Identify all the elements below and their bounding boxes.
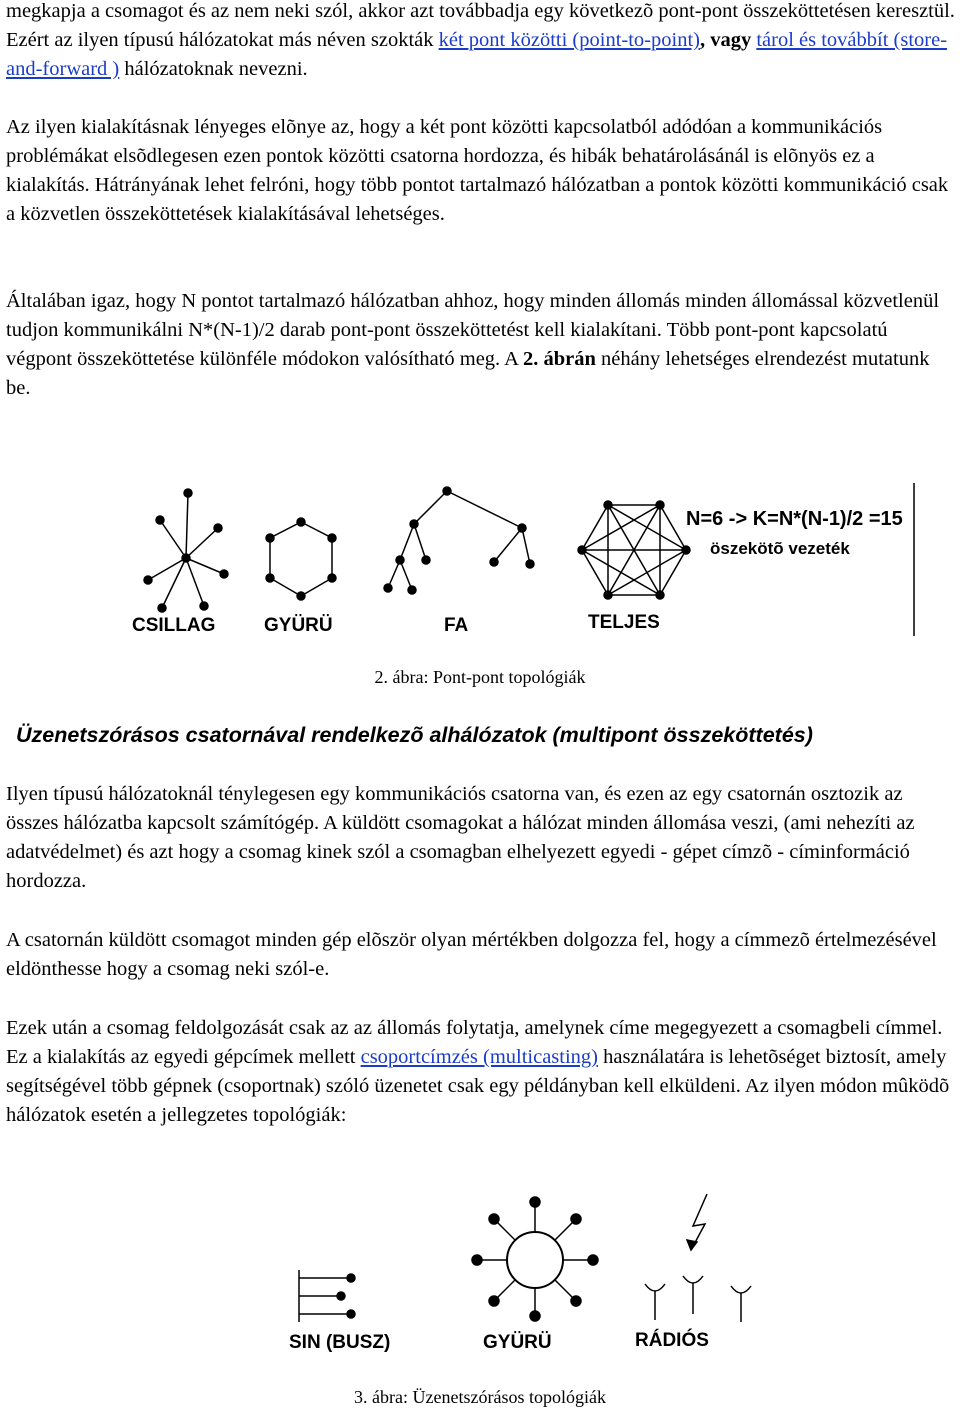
paragraph-text: megkapja a csomagot és az nem neki szól, akkor azt továbbadja egy következõ pont-pont összeköttetésen keresztül. Ezért az ilyen típusú hálózatokat más néven szokták [6,0,955,51]
complete-node [656,591,664,599]
figure-3-caption: 3. ábra: Üzenetszórásos topológiák [354,1387,606,1407]
label-radio: RÁDIÓS [635,1330,709,1351]
figure-3-drawing [285,1188,761,1360]
complete-node [656,501,664,509]
figure-2-caption: 2. ábra: Pont-pont topológiák [374,667,586,687]
ring-topology-diagram [266,518,336,600]
formula-text: N=6 -> K=N*(N-1)/2 =15 [686,508,903,530]
label-tree: FA [444,615,469,636]
complete-node [604,501,612,509]
figure-point-to-point-topologies [120,478,920,648]
figure-reference: 2. ábrán [522,348,596,370]
complete-node [604,591,612,599]
star-topology-diagram [144,489,228,612]
section-heading: Üzenetszórásos csatornával rendelkezõ alhálózatok (multipont összeköttetés) [16,723,813,747]
paragraph-advantages: Az ilyen kialakításnak lényeges elõnye az, hogy a két pont közötti kapcsolatból adódóan a kommunikációs problémákat elsõdlegesen ezen pontok közötti csatorna hordozza, és hibák behatárolásánál is elõnyös ez a kialakítás. Hátrányának lehet felróni, hogy több pontot tartalmazó hálózatban a pontok közötti kommunikáció csak a közvetlen összeköttetések kialakításával lehetséges. [6,116,949,225]
link-point-to-point[interactable]: két pont közötti (point-to-point) [438,29,700,51]
figure-broadcast-topologies [285,1188,761,1360]
label-complete: TELJES [588,612,660,633]
formula-subtext: öszekötõ vezeték [710,539,850,558]
label-broadcast-ring: GYÜRÜ [483,1332,552,1353]
paragraph-n-points [6,287,958,403]
bus-topology-diagram [299,1270,355,1322]
label-ring: GYÜRÜ [264,615,333,636]
label-star: CSILLAG [132,615,216,636]
complete-node [682,546,690,554]
complete-node [578,546,586,554]
paragraph-text: Általában igaz, hogy N pontot tartalmazó hálózatban ahhoz, hogy minden állomás minden állomással közvetlenül tudjon kommunikálni N*(N-1)/2 darab pont-pont összeköttetést kell kialakítani. Több pont-pont kapcsolatú végpont összeköttetése különféle módokon valósítható meg. A [6,290,940,370]
tree-topology-diagram [384,487,534,594]
paragraph-intro [6,0,958,84]
figure-2-drawing [120,478,920,648]
label-bus: SIN (BUSZ) [289,1332,391,1353]
paragraph-text: néhány lehetséges elrendezést mutatunk be. [6,348,930,399]
radio-topology-diagram [645,1194,751,1322]
link-multicasting[interactable]: csoportcímzés (multicasting) [360,1046,599,1068]
paragraph-broadcast-intro: Ilyen típusú hálózatoknál ténylegesen egy kommunikációs csatorna van, és ezen az egy csatornán osztozik az összes hálózatba kapcsolt számítógép. A küldött csomagokat a hálózat minden állomása veszi, (ami nehezíti az adatvédelmet) és azt hogy a csomag kinek szól a csomagban elhelyezett egyedi - gépet címzõ - címinformáció hordozza. [6,783,915,892]
broadcast-ring-diagram [472,1197,598,1321]
complete-topology-diagram [578,501,690,599]
paragraph-address-field: A csatornán küldött csomagot minden gép elõször olyan mértékben dolgozza fel, hogy a címmezõ értelmezésével eldönthesse hogy a csomag neki szól-e. [6,929,937,980]
paragraph-multicast [6,1014,958,1130]
paragraph-text: , vagy [699,29,757,51]
link-store-and-forward[interactable]: tárol és továbbít (store-and-forward ) [6,29,948,80]
paragraph-text: Ezek után a csomag feldolgozását csak az az állomás folytatja, amelynek címe megegyezett a csomagbeli címmel. Ez a kialakítás az egyedi gépcímek mellett [6,1017,943,1068]
paragraph-text: hálózatoknak nevezni. [119,58,308,80]
paragraph-text: használatára is lehetõséget biztosít, amely segítségével több gépnek (csoportnak) szóló üzenetet csak egy példányban kell elküldeni. Az ilyen módon mûködõ hálózatok esetén a jellegzetes topológiák: [6,1046,950,1126]
